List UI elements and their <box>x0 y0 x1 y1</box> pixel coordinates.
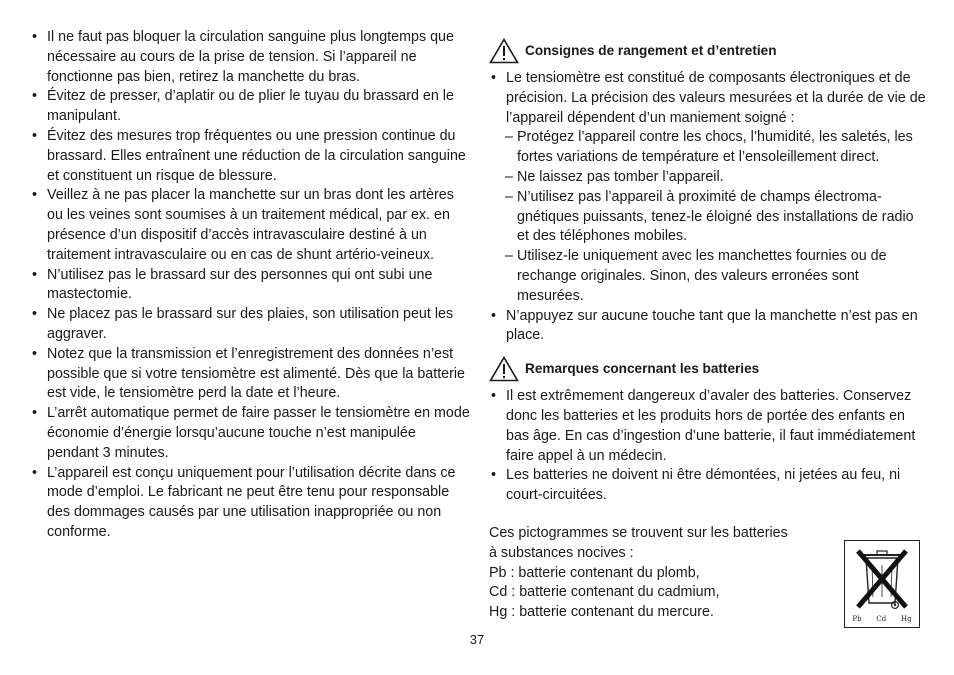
storage-dash-list <box>489 128 929 306</box>
warning-triangle-icon <box>489 38 519 64</box>
dash-item: – Protégez l’appareil contre les chocs, l’humidité, les saletés, les fortes variations de température et l’ensoleillement direct. <box>489 128 929 168</box>
bullet-item: • N’utilisez pas le brassard sur des personnes qui ont subi une mastectomie. <box>30 266 470 306</box>
right-column <box>489 38 929 506</box>
storage-heading <box>489 38 929 64</box>
bullet-item: • L’appareil est conçu uniquement pour l’utilisation décrite dans ce mode d’emploi. Le fabricant ne peut être tenu pour responsable des dommages causés par une utilisation inappropriée ou non conforme. <box>30 464 470 543</box>
pictogram-symbol-labels <box>845 615 919 623</box>
storage-bullet-list <box>489 69 929 128</box>
pictogram-hg: Hg : batterie contenant du mercure. <box>489 604 714 621</box>
batteries-heading-text: Remarques concernant les batteries <box>525 361 760 377</box>
batteries-bullet-list <box>489 387 929 506</box>
symbol-label-hg: Hg <box>901 615 912 623</box>
storage-last-list <box>489 307 929 347</box>
bullet-item: • Évitez de presser, d’aplatir ou de plier le tuyau du brassard en le manipulant. <box>30 87 470 127</box>
bullet-item: • Notez que la transmission et l’enregistrement des données n’est possible que si votre tensiomètre est alimenté. Dès que la batterie est vide, le tensiomètre perd la date et l’heure. <box>30 345 470 404</box>
warning-triangle-icon <box>489 356 519 382</box>
bullet-item: • Les batteries ne doivent ni être démontées, ni jetées au feu, ni court-circuitées. <box>489 466 929 506</box>
pictogram-pb: Pb : batterie contenant du plomb, <box>489 564 700 581</box>
battery-disposal-symbol <box>844 540 920 628</box>
bullet-item: • Ne placez pas le brassard sur des plaies, son utilisation peut les aggraver. <box>30 305 470 345</box>
storage-intro: Le tensiomètre est constitué de composants électroniques et de précision. La précision des valeurs mesurées et la durée de vie de l’appareil dépendent d’un maniement soigné : <box>506 70 926 126</box>
bullet-item: • L’arrêt automatique permet de faire passer le tensiomètre en mode économie d’énergie lorsqu’aucune touche n’est manipulée pendant 3 minutes. <box>30 404 470 463</box>
pictogram-cd: Cd : batterie contenant du cadmium, <box>489 584 720 601</box>
bullet-item: • N’appuyez sur aucune touche tant que la manchette n’est pas en place. <box>489 307 929 347</box>
storage-heading-text: Consignes de rangement et d’entretien <box>525 43 777 59</box>
bullet-item <box>489 69 929 128</box>
bullet-item: • Il ne faut pas bloquer la circulation sanguine plus longtemps que nécessaire au cours de la prise de tension. Si l’appareil ne fonctionne pas bien, retirez la manchette du bras. <box>30 28 470 87</box>
pictogram-intro-line-1: Ces pictogrammes se trouvent sur les batteries <box>489 525 788 541</box>
symbol-label-cd: Cd <box>876 615 887 623</box>
bullet-item: • Évitez des mesures trop fréquentes ou une pression continue du brassard. Elles entraînent une réduction de la circulation sanguine et constituent un risque de blessure. <box>30 127 470 186</box>
page-number: 37 <box>469 632 485 647</box>
dash-item: – Ne laissez pas tomber l’appareil. <box>489 168 929 188</box>
symbol-label-pb: Pb <box>852 615 862 623</box>
pictogram-intro-line-2: à substances nocives : <box>489 544 634 561</box>
dash-item: – Utilisez-le uniquement avec les manchettes fournies ou de rechange originales. Sinon, des valeurs erronées sont mesurées. <box>489 247 929 306</box>
safety-bullet-list <box>30 28 470 543</box>
dash-item: – N’utilisez pas l’appareil à proximité de champs électromagnétiques puissants, tenez-le éloigné des installations de radio et des téléphones mobiles. <box>489 188 929 247</box>
bullet-item: • Il est extrêmement dangereux d’avaler des batteries. Conservez donc les batteries et les produits hors de portée des enfants en bas âge. En cas d’ingestion d’une batterie, il faut immédiatement faire appel à un médecin. <box>489 387 929 466</box>
left-column <box>30 28 470 543</box>
batteries-heading <box>489 356 929 382</box>
bullet-item: • Veillez à ne pas placer la manchette sur un bras dont les artères ou les veines sont soumises à un traitement médical, par ex. en présence d’un dispositif d’accès intravasculaire destiné à un traitement intravasculaire ou en cas de shunt artério-veineux. <box>30 186 470 265</box>
pictogram-notes <box>489 524 829 623</box>
